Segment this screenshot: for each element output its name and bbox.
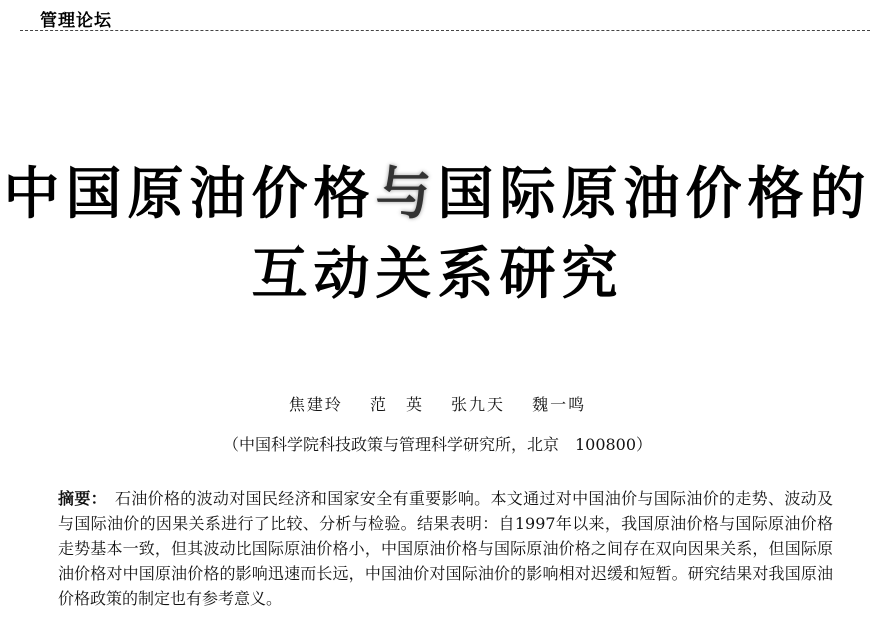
abstract — [58, 486, 833, 611]
abstract-text: 石油价格的波动对国民经济和国家安全有重要影响。本文通过对中国油价与国际油价的走势、波动及与国际油价的因果关系进行了比较、分析与检验。结果表明：自1997年以来，我国原油价格与国际原油价格走势基本一致，但其波动比国际原油价格小，中国原油价格与国际原油价格之间存在双向因果关系，但国际原油价格对中国原油价格的影响迅速而长远，中国油价对国际油价的影响相对迟缓和短暂。研究结果对我国原油价格政策的制定也有参考意义。 — [58, 489, 833, 608]
author-name: 魏一鸣 — [532, 395, 587, 414]
title-connector: 与 — [376, 160, 438, 230]
abstract-label: 摘要： — [58, 489, 107, 508]
author-list — [0, 392, 875, 415]
title-part-2: 国际原油价格的 — [437, 162, 872, 227]
article-title-line-1 — [0, 160, 875, 230]
section-label: 管理论坛 — [40, 11, 112, 31]
title-part-1: 中国原油价格 — [3, 162, 376, 227]
affiliation: （中国科学院科技政策与管理科学研究所，北京 100800） — [222, 435, 653, 454]
author-name: 焦建玲 — [288, 395, 343, 414]
author-name: 范 英 — [369, 395, 424, 414]
page-header — [20, 4, 870, 31]
article-title-line-2: 互动关系研究 — [251, 242, 624, 307]
author-name: 张九天 — [451, 395, 506, 414]
